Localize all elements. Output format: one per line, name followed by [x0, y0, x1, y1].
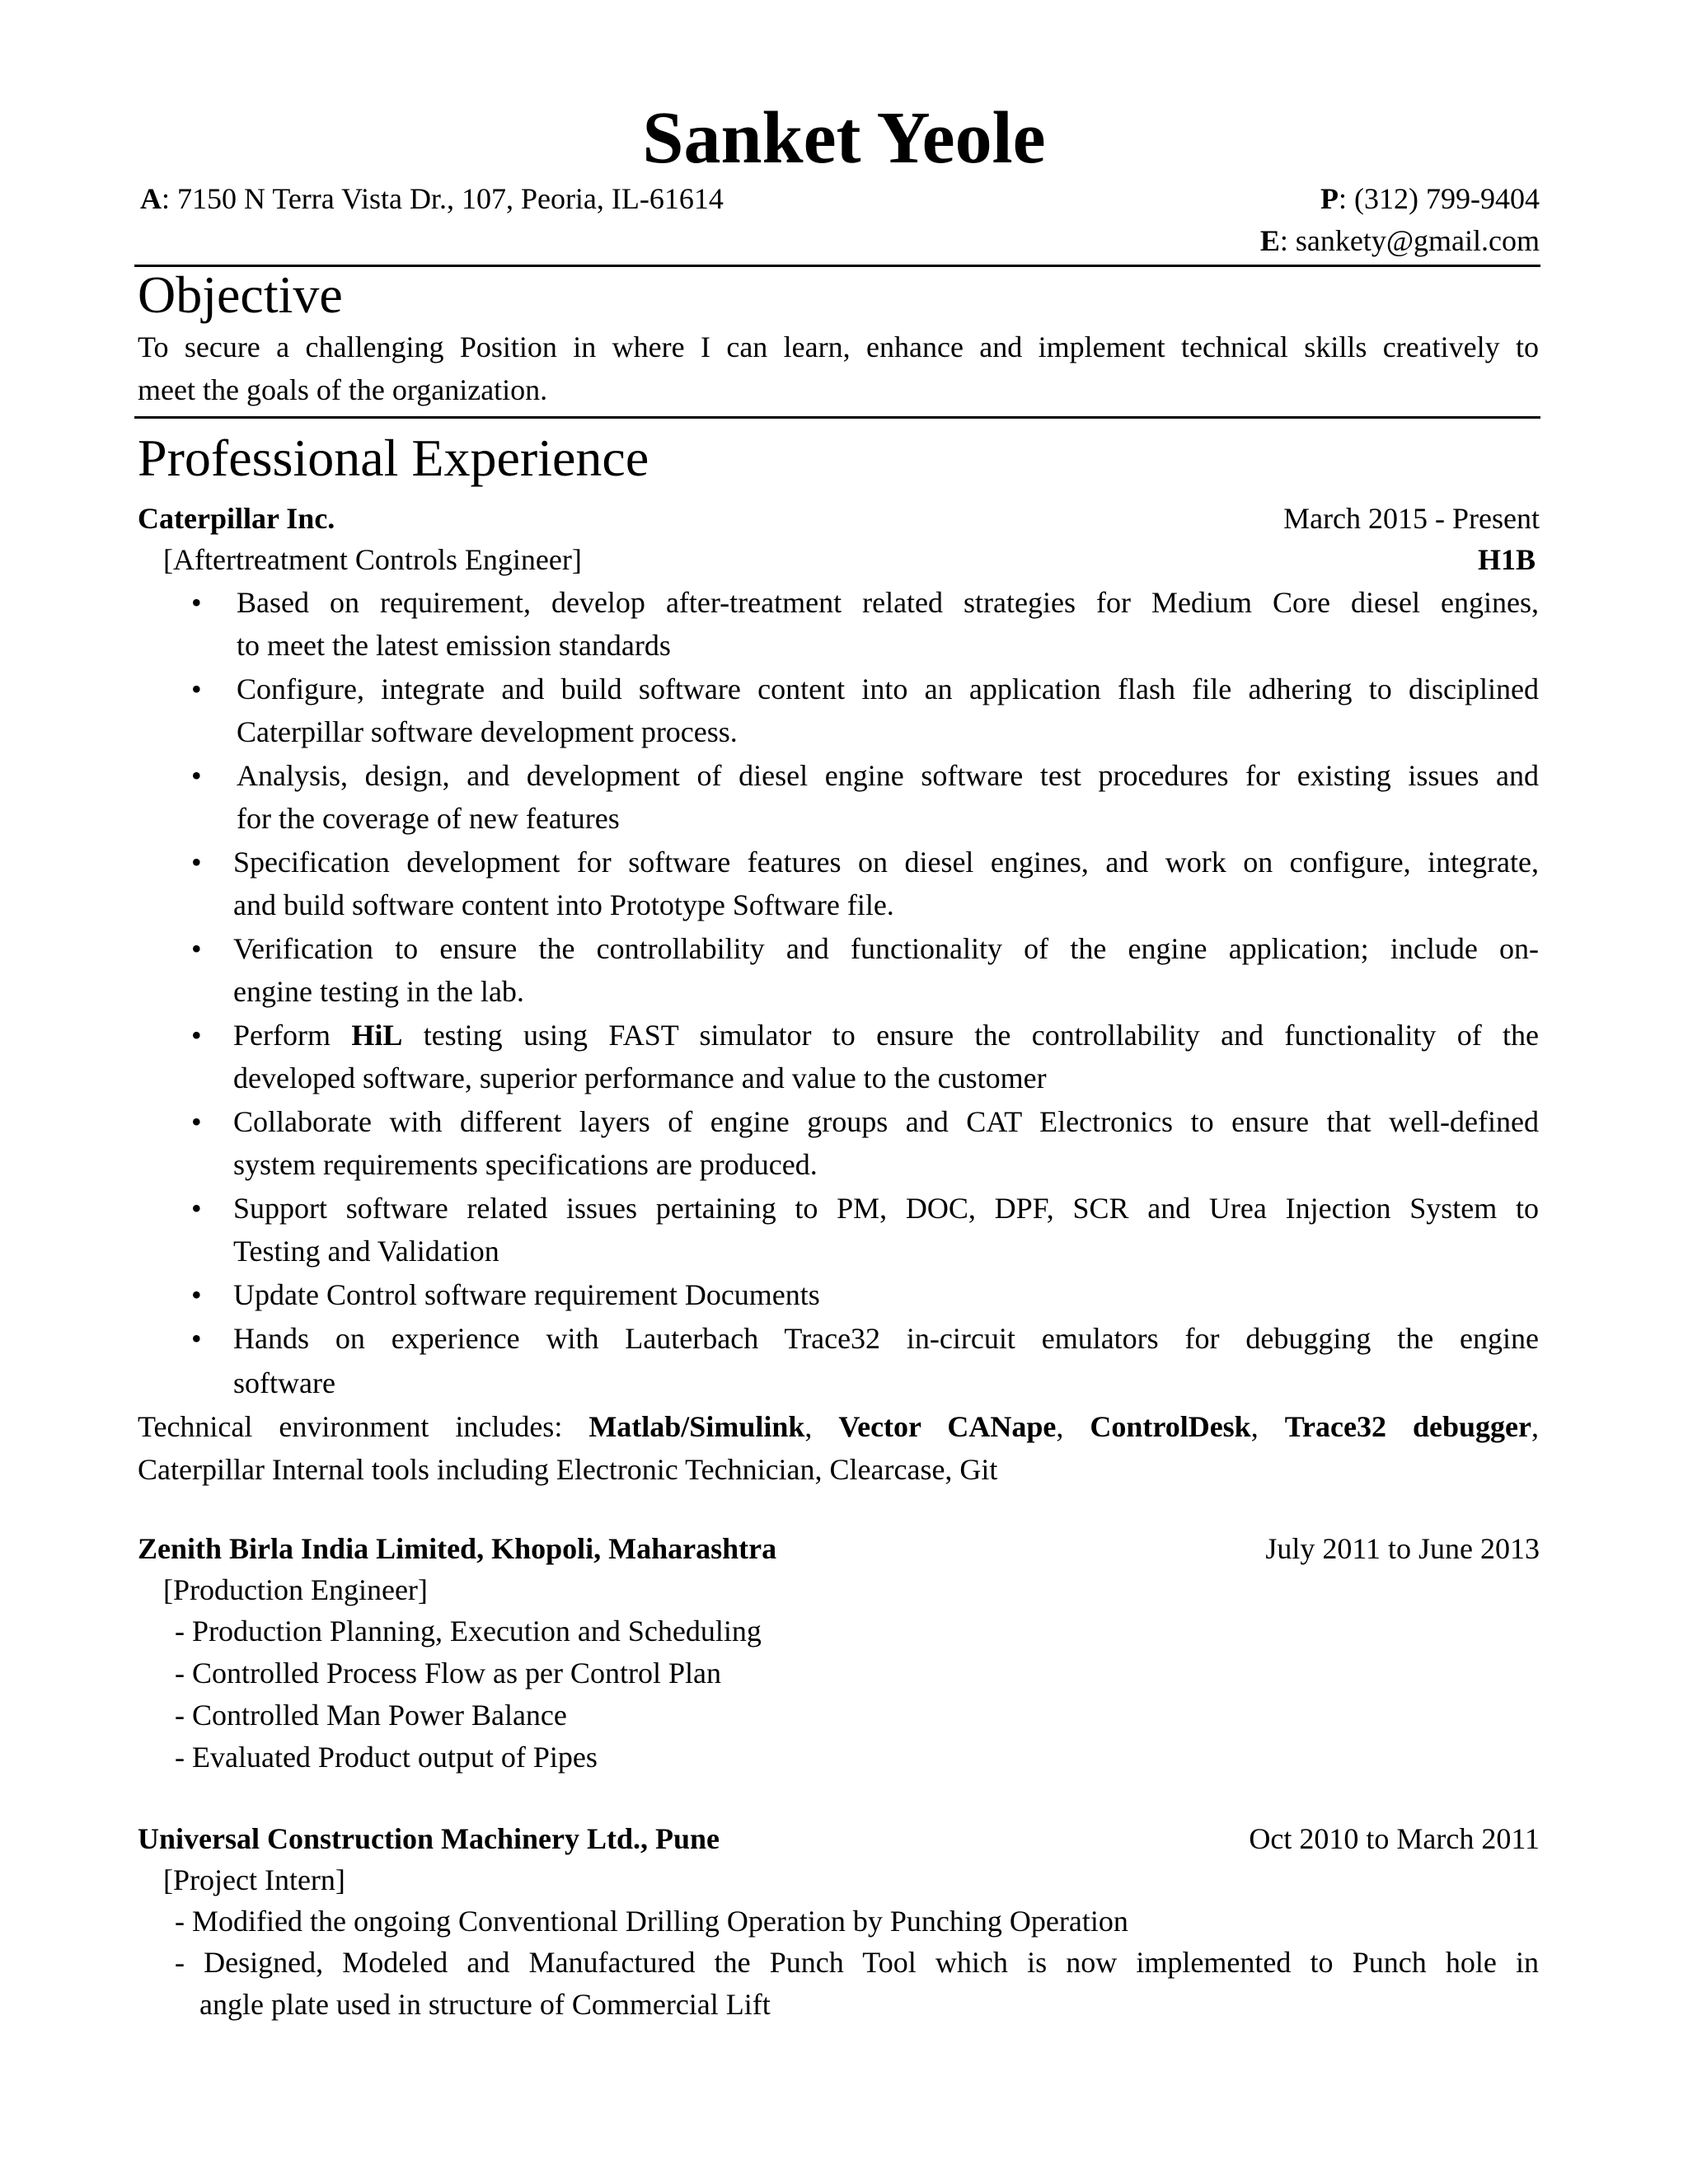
dates-universal: Oct 2010 to March 2011 [1249, 1822, 1540, 1855]
bullet-marker: • [191, 1278, 202, 1311]
bullet-4-line-1: Specification development for software features on diesel engines, and work on configure, integrate, [233, 846, 1539, 879]
bullet-6-text-a: Perform [233, 1019, 352, 1052]
phone-label: P [1320, 182, 1339, 215]
role-zenith: [Production Engineer] [163, 1573, 428, 1606]
company-universal: Universal Construction Machinery Ltd., Pune [138, 1822, 720, 1855]
header-divider [134, 265, 1540, 267]
universal-item-continuation: angle plate used in structure of Commercial Lift [199, 1988, 771, 2021]
address-line [140, 181, 724, 216]
visa-status: H1B [1477, 543, 1536, 576]
tech-canape: Vector CANape [838, 1410, 1057, 1443]
tech-sep: , [1056, 1410, 1090, 1443]
bullet-1-line-2: to meet the latest emission standards [237, 629, 671, 662]
bullet-marker: • [191, 1019, 202, 1052]
bullet-8-line-1: Support software related issues pertaining to PM, DOC, DPF, SCR and Urea Injection System to [233, 1192, 1539, 1225]
bullet-3-line-1: Analysis, design, and development of diesel engine software test procedures for existing issues and [237, 759, 1539, 792]
objective-line-2: meet the goals of the organization. [138, 373, 548, 406]
objective-line-1: To secure a challenging Position in where I can learn, enhance and implement technical skills creatively to [138, 330, 1539, 363]
tech-matlab: Matlab/Simulink [588, 1410, 805, 1443]
email-text: : sankety@gmail.com [1279, 224, 1540, 257]
bullet-9-line-1: Update Control software requirement Documents [233, 1278, 820, 1311]
bullet-marker: • [191, 759, 202, 792]
bullet-marker: • [191, 1105, 202, 1138]
experience-heading: Professional Experience [138, 429, 649, 487]
universal-item: - Designed, Modeled and Manufactured the Punch Tool which is now implemented to Punch hole in [175, 1946, 1539, 1979]
bullet-7-line-1: Collaborate with different layers of engine groups and CAT Electronics to ensure that well-defined [233, 1105, 1539, 1138]
zenith-item: - Controlled Man Power Balance [175, 1699, 567, 1732]
zenith-item: - Controlled Process Flow as per Control Plan [175, 1657, 721, 1690]
company-zenith: Zenith Birla India Limited, Khopoli, Maharashtra [138, 1532, 777, 1565]
bullet-marker: • [191, 586, 202, 619]
bullet-5-line-2: engine testing in the lab. [233, 975, 524, 1008]
bullet-2-line-2: Caterpillar software development process. [237, 715, 738, 748]
tech-environment-line-1 [138, 1409, 1539, 1444]
email-line [1260, 223, 1540, 258]
bullet-marker: • [191, 846, 202, 879]
zenith-item: - Production Planning, Execution and Scheduling [175, 1615, 762, 1647]
bullet-6-line-2: developed software, superior performance and value to the customer [233, 1062, 1047, 1094]
bullet-7-line-2: system requirements specifications are produced. [233, 1148, 818, 1181]
bullet-4-line-2: and build software content into Prototype Software file. [233, 888, 894, 921]
tech-sep: , [1531, 1410, 1539, 1443]
role-universal: [Project Intern] [163, 1863, 345, 1896]
bullet-10-line-2: software [233, 1366, 335, 1399]
bullet-1-line-1: Based on requirement, develop after-treatment related strategies for Medium Core diesel engines, [237, 586, 1539, 619]
bullet-8-line-2: Testing and Validation [233, 1235, 499, 1268]
role-caterpillar: [Aftertreatment Controls Engineer] [163, 543, 582, 576]
tech-trace32: Trace32 debugger [1284, 1410, 1531, 1443]
bullet-6-line-1 [233, 1018, 1539, 1052]
dates-zenith: July 2011 to June 2013 [1265, 1532, 1540, 1565]
email-label: E [1259, 224, 1280, 257]
tech-controldesk: ControlDesk [1090, 1410, 1251, 1443]
bullet-marker: • [191, 673, 202, 705]
address-label: A [140, 182, 162, 215]
phone-text: : (312) 799-9404 [1339, 182, 1540, 215]
objective-heading: Objective [138, 265, 343, 324]
bullet-5-line-1: Verification to ensure the controllability and functionality of the engine application; include on- [233, 932, 1539, 965]
tech-sep: , [1250, 1410, 1285, 1443]
objective-divider [134, 416, 1540, 419]
dates-caterpillar: March 2015 - Present [1283, 502, 1540, 535]
bullet-6-text-b: testing using FAST simulator to ensure the controllability and functionality of the [402, 1019, 1540, 1052]
bullet-3-line-2: for the coverage of new features [237, 802, 620, 835]
tech-environment-line-2: Caterpillar Internal tools including Electronic Technician, Clearcase, Git [138, 1453, 998, 1486]
bullet-6-hil: HiL [351, 1019, 403, 1052]
bullet-marker: • [191, 932, 202, 965]
tech-prefix: Technical environment includes: [138, 1410, 589, 1443]
tech-sep: , [804, 1410, 839, 1443]
universal-item: - Modified the ongoing Conventional Drilling Operation by Punching Operation [175, 1905, 1128, 1938]
phone-line [1320, 181, 1540, 216]
company-caterpillar: Caterpillar Inc. [138, 502, 335, 535]
bullet-2-line-1: Configure, integrate and build software content into an application flash file adhering to disciplined [237, 673, 1539, 705]
address-text: : 7150 N Terra Vista Dr., 107, Peoria, IL-61614 [162, 182, 724, 215]
bullet-marker: • [191, 1192, 202, 1225]
bullet-10-line-1: Hands on experience with Lauterbach Trace32 in-circuit emulators for debugging the engine [233, 1322, 1539, 1355]
bullet-marker: • [191, 1322, 202, 1355]
zenith-item: - Evaluated Product output of Pipes [175, 1741, 598, 1774]
candidate-name: Sanket Yeole [642, 97, 1046, 179]
